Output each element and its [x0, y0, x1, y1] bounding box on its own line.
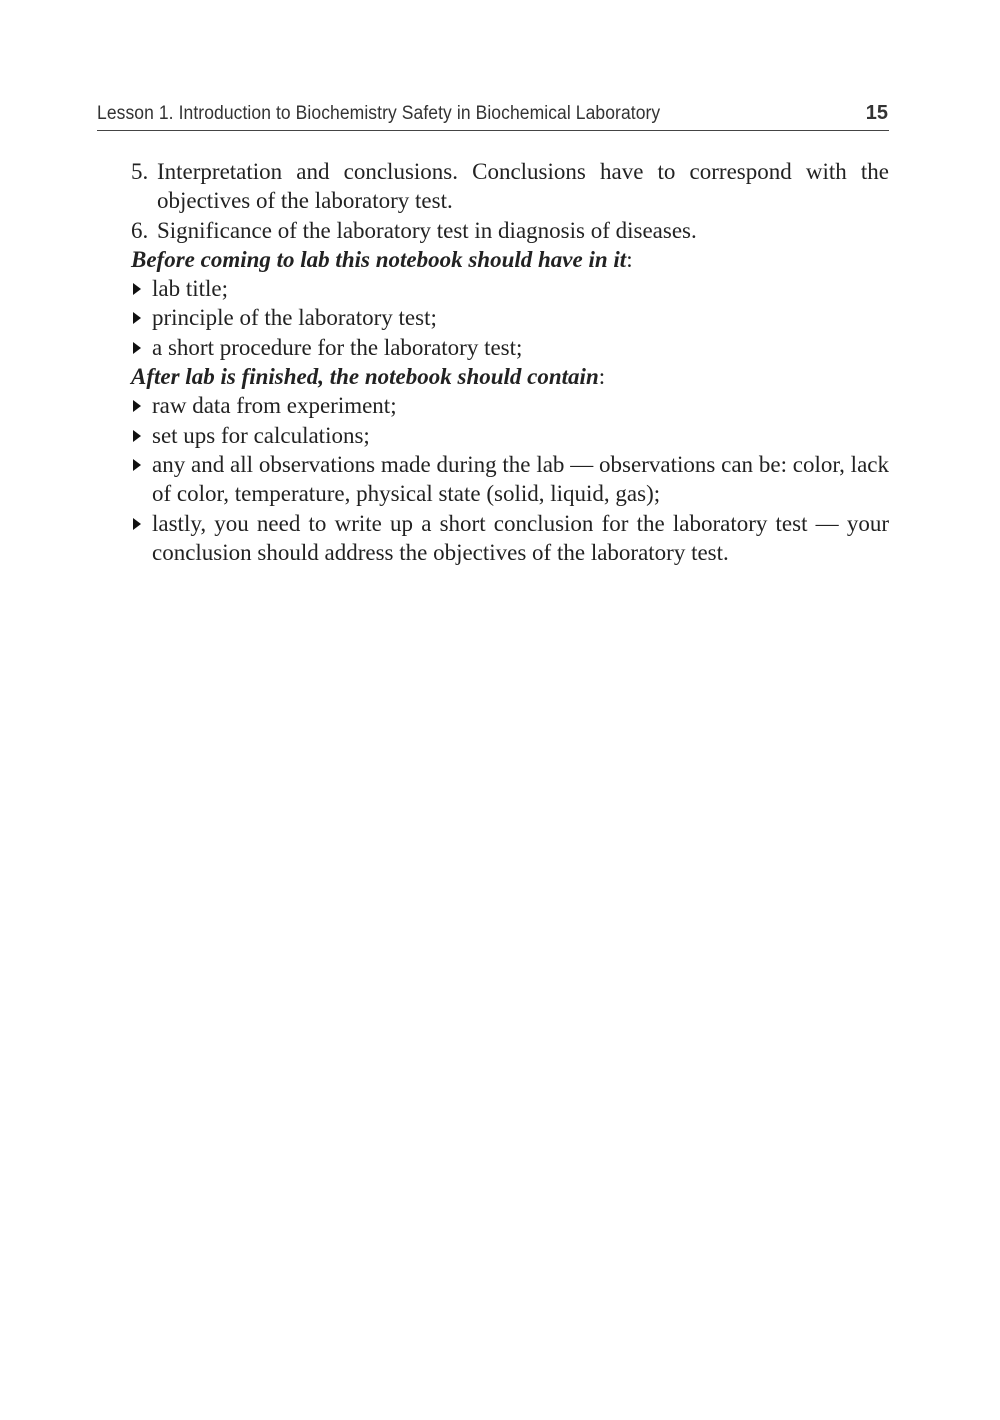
- item-number: 6.: [131, 217, 149, 243]
- triangle-bullet-icon: [133, 283, 141, 295]
- body-text: [131, 157, 889, 567]
- after-lab-heading: [131, 362, 889, 391]
- item-text: Interpretation and conclusions. Conclusions have to correspond with the objectives of the laboratory test.: [157, 159, 889, 214]
- running-title: Lesson 1. Introduction to Biochemistry Safety in Biochemical Laboratory: [97, 103, 661, 124]
- heading-colon: :: [598, 364, 606, 390]
- running-header: [97, 100, 889, 131]
- bullet-item: [131, 509, 889, 568]
- numbered-item-6: [131, 216, 889, 245]
- heading-colon: :: [626, 246, 633, 272]
- item-number: 5.: [131, 159, 149, 184]
- bullet-item: [131, 391, 889, 420]
- bullet-text: lastly, you need to write up a short conclusion for the laboratory test — your conclusion should address the objectives of the laboratory test.: [152, 510, 889, 565]
- triangle-bullet-icon: [133, 518, 141, 530]
- before-lab-heading-text: Before coming to lab this notebook should have in it: [131, 246, 627, 272]
- triangle-bullet-icon: [133, 312, 141, 324]
- item-text: Significance of the laboratory test in diagnosis of diseases.: [157, 217, 697, 243]
- bullet-item: [131, 450, 889, 509]
- bullet-text: lab title;: [152, 276, 229, 302]
- triangle-bullet-icon: [133, 430, 141, 442]
- triangle-bullet-icon: [133, 342, 141, 354]
- bullet-item: [131, 274, 889, 303]
- bullet-text: principle of the laboratory test;: [152, 305, 437, 331]
- bullet-text: any and all observations made during the lab — observations can be: color, lack of color, temperature, physical state (solid, liquid, gas);: [152, 451, 889, 507]
- after-lab-heading-text: After lab is finished, the notebook should contain: [131, 364, 599, 390]
- bullet-text: a short procedure for the laboratory test;: [152, 334, 523, 360]
- triangle-bullet-icon: [133, 459, 141, 471]
- numbered-item-5: [131, 157, 889, 216]
- bullet-item: [131, 421, 889, 450]
- triangle-bullet-icon: [133, 400, 141, 412]
- bullet-item: [131, 303, 889, 332]
- bullet-text: raw data from experiment;: [152, 393, 397, 419]
- bullet-item: [131, 333, 889, 362]
- page-number: 15: [865, 102, 888, 124]
- before-lab-heading: [131, 245, 889, 274]
- bullet-text: set ups for calculations;: [152, 422, 370, 448]
